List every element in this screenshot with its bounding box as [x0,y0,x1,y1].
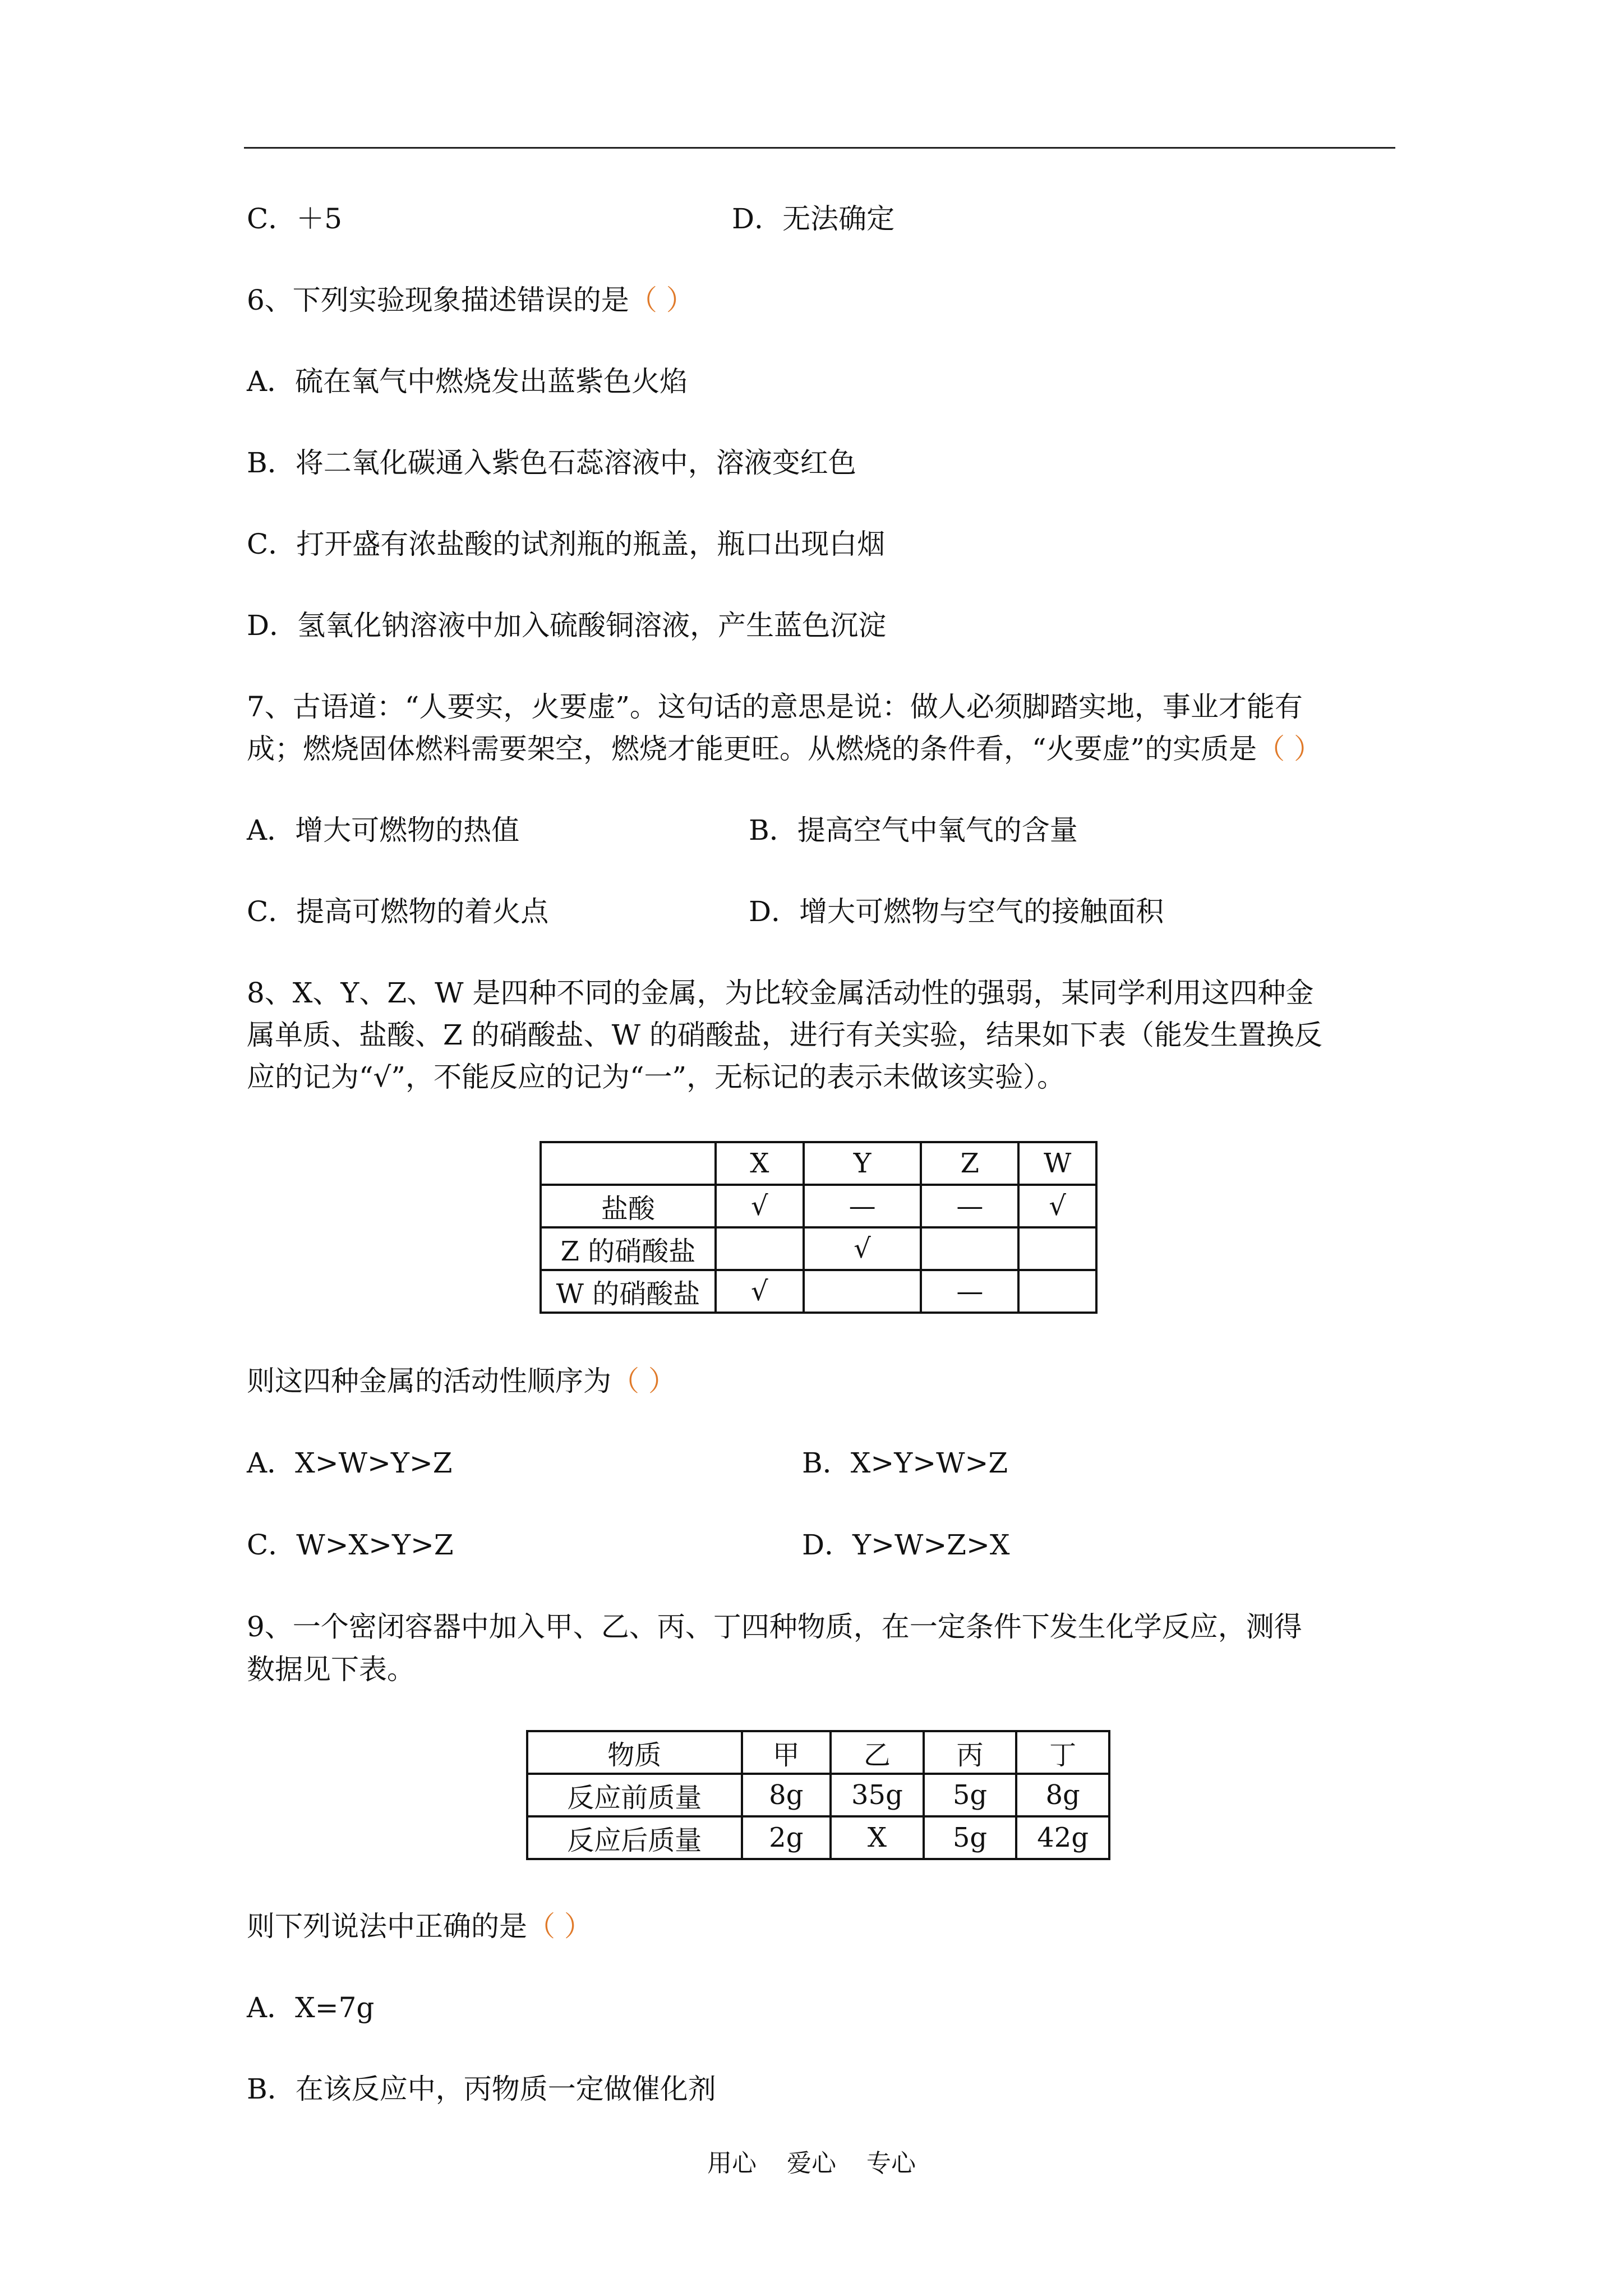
q6-answer-paren: （ ） [629,284,694,316]
table-cell: 8g [742,1774,831,1816]
table-cell: — [804,1185,921,1227]
table-cell [804,1270,921,1313]
table-row [541,1270,1096,1313]
q8-results-table [540,1141,1098,1314]
q8-followup [247,1360,676,1402]
table-cell: Y [804,1142,921,1185]
q6-stem [247,279,694,321]
q9-answer-paren: （ ） [527,1910,592,1943]
table-cell: W 的硝酸盐 [541,1270,716,1313]
q6-option-b: B．将二氧化碳通入紫色石蕊溶液中，溶液变红色 [247,447,856,479]
table-cell: X [716,1142,804,1185]
q5-option-d: D．无法确定 [732,203,895,235]
q6-stem-text: 6、下列实验现象描述错误的是 [247,284,629,316]
table-cell [1018,1227,1096,1270]
q6-option-c: C．打开盛有浓盐酸的试剂瓶的瓶盖，瓶口出现白烟 [247,528,886,560]
q8-option-c: C．W>X>Y>Z [247,1529,454,1561]
table-row [541,1185,1096,1227]
table-cell: 8g [1016,1774,1109,1816]
table-cell: 5g [924,1774,1017,1816]
table-cell: 丁 [1016,1731,1109,1774]
table-cell: 2g [742,1816,831,1859]
table-cell: 盐酸 [541,1185,716,1227]
table-cell: 丙 [924,1731,1017,1774]
q7-option-a: A．增大可燃物的热值 [247,814,520,846]
q9-followup-text: 则下列说法中正确的是 [247,1910,527,1943]
q8-line-3: 应的记为“√”，不能反应的记为“一”，无标记的表示未做该实验）。 [247,1061,1066,1093]
table-cell: 35g [831,1774,924,1816]
q7-line-1: 7、古语道：“人要实，火要虚”。这句话的意思是说：做人必须脚踏实地，事业才能有 [247,691,1303,723]
table-cell: 甲 [742,1731,831,1774]
q9-mass-table [526,1730,1110,1860]
q7-answer-paren: （ ） [1257,733,1322,765]
table-row [541,1227,1096,1270]
table-cell [921,1227,1018,1270]
table-cell: √ [716,1185,804,1227]
page-footer: 用心 爱心 专心 [707,2149,916,2178]
table-cell: 物质 [527,1731,742,1774]
table-cell: 反应前质量 [527,1774,742,1816]
q9-followup [247,1905,592,1948]
q8-line-1: 8、X、Y、Z、W 是四种不同的金属，为比较金属活动性的强弱，某同学利用这四种金 [247,977,1314,1009]
table-header-row [541,1142,1096,1185]
q7-line-2 [247,728,1322,770]
q7-line-2-text: 成；燃烧固体燃料需要架空，燃烧才能更旺。从燃烧的条件看，“火要虚”的实质是 [247,733,1257,765]
table-cell: W [1018,1142,1096,1185]
q8-answer-paren: （ ） [611,1365,676,1397]
q8-option-b: B．X>Y>W>Z [802,1447,1008,1479]
table-row [527,1816,1109,1859]
table-cell [716,1227,804,1270]
q9-option-a: A．X=7g [247,1991,375,2024]
q9-option-b: B．在该反应中，丙物质一定做催化剂 [247,2073,716,2105]
table-cell: √ [716,1270,804,1313]
q6-option-d: D．氢氧化钠溶液中加入硫酸铜溶液，产生蓝色沉淀 [247,609,887,642]
table-cell: — [921,1185,1018,1227]
table-cell: √ [1018,1185,1096,1227]
q8-followup-text: 则这四种金属的活动性顺序为 [247,1365,611,1397]
table-cell: — [921,1270,1018,1313]
table-cell [1018,1270,1096,1313]
table-cell: 反应后质量 [527,1816,742,1859]
q8-option-a: A．X>W>Y>Z [247,1447,453,1479]
table-cell: Z 的硝酸盐 [541,1227,716,1270]
q7-option-b: B．提高空气中氧气的含量 [749,814,1078,846]
table-cell: 5g [924,1816,1017,1859]
q7-option-d: D．增大可燃物与空气的接触面积 [749,895,1164,928]
table-cell [541,1142,716,1185]
q9-line-1: 9、一个密闭容器中加入甲、乙、丙、丁四种物质，在一定条件下发生化学反应，测得 [247,1611,1302,1643]
q7-option-c: C．提高可燃物的着火点 [247,895,549,928]
header-rule [244,147,1395,149]
table-cell: √ [804,1227,921,1270]
table-cell: Z [921,1142,1018,1185]
table-cell: X [831,1816,924,1859]
q9-line-2: 数据见下表。 [247,1653,415,1686]
table-cell: 42g [1016,1816,1109,1859]
q8-option-d: D．Y>W>Z>X [802,1529,1010,1561]
q8-line-2: 属单质、盐酸、Z 的硝酸盐、W 的硝酸盐，进行有关实验，结果如下表（能发生置换反 [247,1019,1322,1051]
table-cell: 乙 [831,1731,924,1774]
table-row [527,1774,1109,1816]
table-header-row [527,1731,1109,1774]
q5-option-c: C．＋5 [247,203,343,235]
q6-option-a: A．硫在氧气中燃烧发出蓝紫色火焰 [247,365,688,398]
